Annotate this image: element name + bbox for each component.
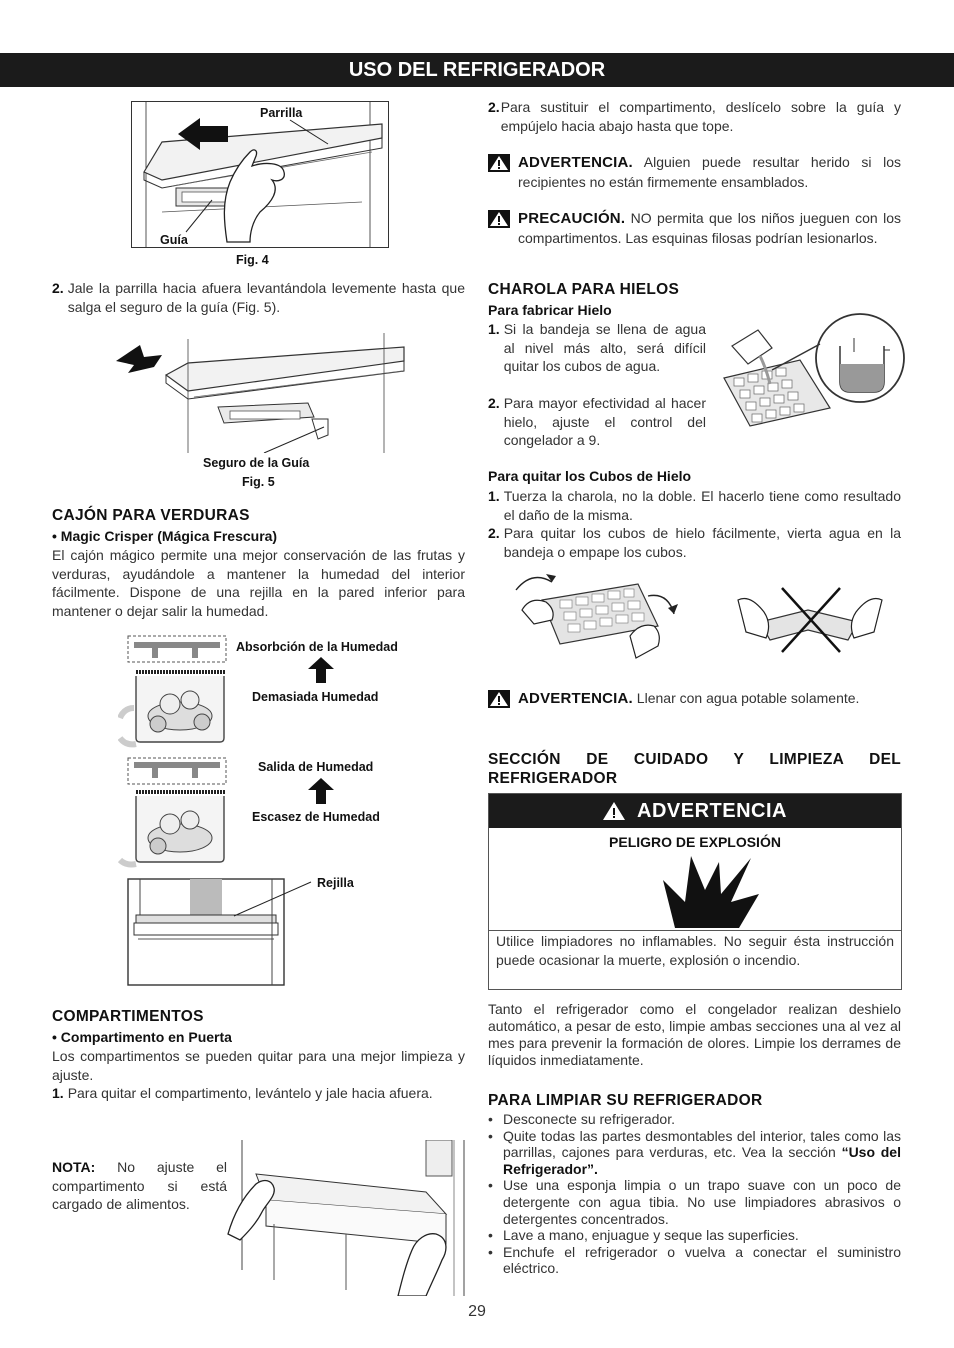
list-item: • Desconecte su refrigerador. xyxy=(488,1111,675,1127)
warning-bins xyxy=(488,153,901,191)
step-number: 1. xyxy=(488,321,500,337)
label-absorcion-humedad: Absorbción de la Humedad xyxy=(236,640,398,654)
warning-box-header xyxy=(489,794,901,828)
label-demasiada-humedad: Demasiada Humedad xyxy=(252,690,379,704)
warning-icon xyxy=(488,690,510,708)
care-text: Tanto el refrigerador como el congelador realizan deshielo automático, a pesar de esto, limpie ambas secciones una al vez al mes para prevenir la formación de olores. Limpie los derrames de líquidos inmediatamente. xyxy=(488,1001,901,1068)
compartments-note xyxy=(52,1158,227,1214)
step-text: Para quitar los cubos de hielo fácilmente, vierta agua en la bandeja o empape los cubos. xyxy=(503,525,901,560)
label-rejilla: Rejilla xyxy=(317,876,354,890)
label-escasez-humedad: Escasez de Humedad xyxy=(252,810,380,824)
step2-shelf xyxy=(52,279,465,316)
ice-remove-step1 xyxy=(488,487,901,524)
crisper-too-much-humidity-illustration xyxy=(118,634,230,748)
crisper-text: El cajón mágico permite una mejor conservación de las frutas y verduras, ayudándole a mantener la humedad del interior fácilmente. Dispone de una rejilla en la pared inferior para mantener o dejar salir la humedad. xyxy=(52,547,465,619)
step-number: 2. xyxy=(488,395,500,411)
warning-box-divider xyxy=(489,930,901,931)
note-label: NOTA: xyxy=(52,1159,96,1175)
arrow-up-icon xyxy=(308,657,334,683)
explosion-warning-box xyxy=(488,793,902,990)
list-item: • Enchufe el refrigerador o vuelva a conectar el suministro eléctrico. xyxy=(488,1243,901,1277)
compartments-step1 xyxy=(52,1084,465,1103)
fig4-label-parrilla: Parrilla xyxy=(260,106,303,120)
fig5-caption: Fig. 5 xyxy=(242,475,275,489)
step-number: 1. xyxy=(488,488,500,504)
warning-text: Llenar con agua potable solamente. xyxy=(632,690,860,706)
caution-children xyxy=(488,209,901,247)
warning-icon xyxy=(488,210,510,228)
note-text: No ajuste el compartimento si está cargado de alimentos. xyxy=(52,1159,227,1212)
step-text: Para mayor efectividad al hacer hielo, ajuste el control del congelador a 9. xyxy=(503,395,706,448)
list-item: • Lave a mano, enjuague y seque las superficies. xyxy=(488,1227,799,1244)
step-text: Tuerza la charola, no la doble. El hacerlo tiene como resultado el daño de la misma. xyxy=(503,488,901,523)
fig5-label: Seguro de la Guía xyxy=(203,456,310,470)
ice-tray-bend-wrong-illustration xyxy=(736,582,884,654)
list-item: • Quite todas las partes desmontables del interior, tales como las parrillas, cajones para verduras, etc. Vea la sección “Uso del Refrigerador”. xyxy=(488,1127,901,1177)
step2-bin-replace xyxy=(488,98,901,135)
warning-box-title: ADVERTENCIA xyxy=(637,799,787,822)
step-number: 2. xyxy=(488,99,500,115)
step-number: 2. xyxy=(52,280,64,296)
door-bin-illustration xyxy=(226,1140,466,1296)
list-item: • Use una esponja limpia o un trapo suave con un poco de detergente con agua tibia. No use limpiadores abrasivos o detergentes concentrados. xyxy=(488,1177,901,1227)
compartments-text: Los compartimentos se pueden quitar para una mejor limpieza y ajuste. xyxy=(52,1048,465,1083)
page-number: 29 xyxy=(468,1303,486,1320)
caution-label: PRECAUCIÓN. xyxy=(518,210,626,227)
warning-box-subtitle: PELIGRO DE EXPLOSIÓN xyxy=(609,834,781,850)
crisper-bullet: • Magic Crisper (Mágica Frescura) xyxy=(52,528,278,544)
warning-label: ADVERTENCIA. xyxy=(518,690,633,707)
ice-tray-twist-illustration xyxy=(512,566,678,664)
warning-label: ADVERTENCIA. xyxy=(518,154,633,171)
step-text: Para sustituir el compartimento, deslícelo sobre la guía y empújelo hacia abajo hasta que tope. xyxy=(500,99,901,134)
step-number: 1. xyxy=(52,1085,64,1101)
fig4-label-guia: Guía xyxy=(160,233,188,247)
ice-remove-step2 xyxy=(488,524,901,561)
ice-make-title: Para fabricar Hielo xyxy=(488,302,612,318)
step-text: Si la bandeja se llena de agua al nivel más alto, será difícil quitar los cubos de agua. xyxy=(503,321,706,374)
ice-tray-fill-illustration xyxy=(710,308,906,432)
page-header: USO DEL REFRIGERADOR xyxy=(0,53,954,87)
fig4-shelf-illustration xyxy=(131,101,389,248)
caution-text: NO permita que los niños jueguen con los compartimentos. Las esquinas filosas podrían lesionarlos. xyxy=(518,210,901,246)
arrow-up-icon xyxy=(308,778,334,804)
fig5-guide-lock-illustration xyxy=(114,333,408,453)
step-text: Para quitar el compartimento, levántelo y jale hacia afuera. xyxy=(67,1085,433,1101)
clean-section-title: PARA LIMPIAR SU REFRIGERADOR xyxy=(488,1092,763,1109)
crisper-section-title: CAJÓN PARA VERDURAS xyxy=(52,507,250,524)
ice-make-step1 xyxy=(488,320,706,376)
compartments-section-title: COMPARTIMENTOS xyxy=(52,1008,204,1025)
warning-box-text: Utilice limpiadores no inflamables. No seguir ésta instrucción puede ocasionar la muerte, explosión o incendio. xyxy=(496,933,894,968)
warning-icon xyxy=(603,802,625,820)
clean-list xyxy=(488,1111,901,1277)
step-number: 2. xyxy=(488,525,500,541)
step-text: Jale la parrilla hacia afuera levantándola levemente hasta que salga el seguro de la guía (Fig. 5). xyxy=(67,280,465,315)
warning-icon xyxy=(488,154,510,172)
ice-section-title: CHAROLA PARA HIELOS xyxy=(488,281,680,298)
warning-text: Alguien puede resultar herido si los recipientes no están firmemente ensamblados. xyxy=(518,154,901,190)
ice-remove-title: Para quitar los Cubos de Hielo xyxy=(488,468,692,484)
care-section-title: SECCIÓN DE CUIDADO Y LIMPIEZA DEL REFRIGERADOR xyxy=(488,751,901,787)
warning-potable-water xyxy=(488,689,901,709)
fig4-caption: Fig. 4 xyxy=(236,253,269,267)
compartments-bullet: • Compartimento en Puerta xyxy=(52,1029,232,1045)
label-salida-humedad: Salida de Humedad xyxy=(258,760,374,774)
explosion-icon xyxy=(661,850,761,930)
crisper-low-humidity-illustration xyxy=(118,756,230,868)
ice-make-step2 xyxy=(488,394,706,450)
rejilla-pointer-line xyxy=(232,880,312,920)
